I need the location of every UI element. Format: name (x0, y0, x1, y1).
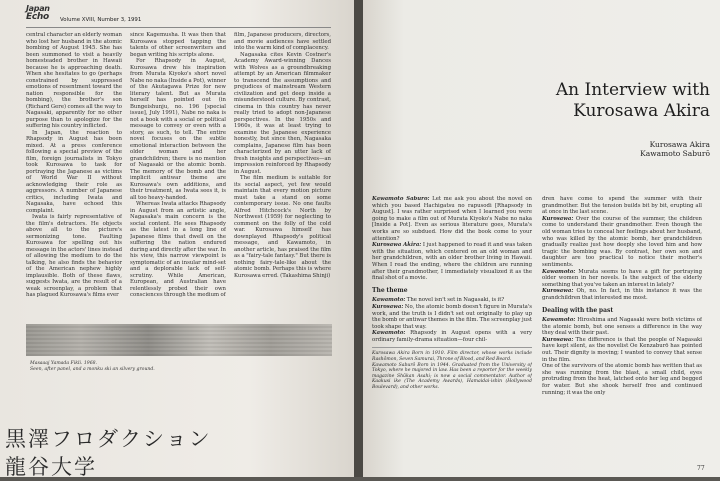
speaker-name: Kurosawa: (542, 215, 574, 222)
article-title: An Interview with Kurosawa Akira (555, 80, 710, 121)
section-heading: Dealing with the past (542, 306, 614, 314)
dialogue-paragraph (542, 216, 702, 269)
dialogue-text: One of the survivors of the atomic bomb has written that as she was running from the blast, a small child, eyes protruding from the heat, latched onto her leg and begged for water. But she shook herself free and continued running; it was the only (542, 363, 702, 396)
right-column-2 (542, 196, 702, 462)
dialogue-text: Oh, no. In fact, in this instance it was the grandchildren that interested me most. (542, 288, 702, 301)
paragraph: since Kagemusha. It was then that Kurosawa stopped tapping the talents of other screenwriters and began writing his scripts alone. (130, 32, 226, 58)
left-column-3 (234, 32, 331, 320)
left-column-1 (26, 32, 122, 320)
speaker-name: Kawamoto: (542, 317, 576, 324)
dialogue-text: Let me ask you about the novel on which you based Hachigatsu no rapusodi [Rhapsody in August]. I was rather surprised when I learned you were going to make a film out of Murata Kiyoko's Nabe no naka [Inside a Pot]. Even as serious literature goes, Murata's works are so subdued. How did the book come to your attention? (372, 196, 532, 242)
speaker-name: Kawamoto Saburō: (372, 196, 430, 202)
paragraph: For Rhapsody in August, Kurosawa drew his inspiration from Murata Kiyoko's short novel Nabe no naka (Inside a Pot), winner of the Akutagawa Prize for new literary talent. But as Murata herself has pointed out (in Bungeishunju, no. 196 [special issue], July 1991), Nabe no naka is not a book with a social or political message to convey or even with a story, as such, to tell. The entire novel focuses on the subtle emotional interaction between the older woman and her grandchildren; there is no mention of Nagasaki or the atomic bomb. The memory of the bomb and the implicit antiwar theme are Kurosawa's own additions, and their treatment, as Iwata sees it, is all too heavy-handed. (130, 58, 226, 201)
watermark-line-1: 黒澤フロダクション (5, 427, 212, 451)
dialogue-text: I just happened to read it and was taken with the situation, which centered on an old woman and her grandchildren, with an older brother living in Hawaii. When I read the ending, where the children are running after their grandmother, I immediately visualized it as the final shot of a movie. (372, 242, 532, 282)
speaker-name: Kurosawa Akira: (372, 242, 422, 249)
paragraph: film, Japanese producers, directors, and movie audiences have settled into the warm kind of complacency. (234, 32, 331, 51)
dialogue-paragraph (372, 304, 532, 330)
dialogue-paragraph (542, 288, 702, 301)
dialogue-text: Murata seems to have a gift for portraying older women in her novels. Is the subject of the elderly something that you've taken an interest in lately? (542, 268, 702, 288)
dialogue-paragraph (542, 337, 702, 363)
bio-rule (372, 347, 532, 348)
magazine-logo: Japan Echo (26, 4, 50, 22)
dialogue-text: The novel isn't set in Nagasaki, is it? (405, 297, 505, 304)
paragraph: Iwata is fairly representative of the film's detractors. He objects above all to the picture's sermonizing tone. Faulting Kurosawa for spelling out his message in the actors' lines instead of allowing the medium to do the talking, he also finds the behavior of the American nephew highly implausible. Both of these flaws, suggests Iwata, are the result of a weak screenplay, a problem that has plagued Kurosawa's films ever (26, 214, 122, 298)
dialogue-paragraph (542, 269, 702, 289)
section-heading: The theme (372, 286, 408, 294)
paragraph: Nagasaka cites Kevin Costner's Academy Award-winning Dances with Wolves as a groundbreaking attempt by an American filmmaker to transcend the assumptions and prejudices of mainstream Western civilization and get deep inside a misunderstood culture. By contrast, cinema in this country has never really tried to adopt non-Japanese perspectives. In the 1950s and 1960s, it was at least trying to examine the Japanese experience honestly, but since then, Nagasaka complains, Japanese film has been characterized by an utter lack of fresh insights and perspectives—an impression reinforced by Rhapsody in August. (234, 51, 331, 175)
header-rule (26, 27, 331, 28)
dialogue-paragraph (372, 242, 532, 282)
dialogue-text: The difference is that the people of Nagasaki have kept silent, as the novelist Oe Kenzaburō has pointed out. Their dignity is moving; I wanted to convey that sense in the film. (542, 336, 702, 363)
speaker-name: Kurosawa: (372, 303, 404, 310)
article-authors: Kurosawa Akira Kawamoto Saburō (640, 140, 710, 158)
photo-caption: Masaaaj Yamada Fikli. 1968. Seen, after panel, and a monku ski an silvery ground. (30, 361, 155, 372)
dialogue-paragraph (542, 196, 702, 216)
dialogue-paragraph (372, 297, 532, 304)
film-still-photo (26, 324, 332, 356)
book-gutter (354, 0, 363, 477)
paragraph: Whereas Iwata attacks Rhapsody in August from an artistic angle, Nagasaka's main concern is the social content. He sees Rhapsody as the latest in a long line of Japanese films that dwell on the suffering the nation endured during and directly after the war. In his view, this narrow viewpoint is symptomatic of an insular mind-set and a deplorable lack of self-scrutiny. While American, European, and Australian have relentlessly probed their own consciences through the medium of (130, 201, 226, 298)
left-column-2 (130, 32, 226, 320)
dialogue-text: Hiroshima and Nagasaki were both victims of the atomic bomb, but one senses a difference in the way they deal with their past. (542, 317, 702, 337)
paragraph: In Japan, the reaction to Rhapsody in August has been mixed. At a press conference following a special preview of the film, foreign journalists in Tokyo took Kurosawa to task for portraying the Japanese as victims of World War II without acknowledging their role as aggressors. A number of Japanese critics, including Iwata and Nagasaka, have echoed this complaint. (26, 129, 122, 214)
dialogue-paragraph (542, 363, 702, 396)
watermark-line-2: 龍谷大学 (5, 455, 97, 479)
dialogue-text: No, the atomic bomb doesn't figure in Murata's work, and the truth is I didn't set out originally to play up the bomb or antiwar themes in the film. The screenplay just took shape that way. (372, 303, 532, 330)
paragraph: central character an elderly woman who lost her husband in the atomic bombing of August 1945. She has been summoned to visit a heavily homesteaded brother in Hawaii because he is approaching death. When she hesitates to go (perhaps constrained by suppressed emotions of resentment toward the nation responsible for the bombing), the brother's son (Richard Gere) comes all the way to Nagasaki, apparently for no other purpose than to apologize for the suffering his country inflicted. (26, 32, 122, 129)
author-bio: Kawamoto Saburō Born in 1944. Graduated from the University of Tokyo, where he majored in law. Has been a reporter for the weekly magazine Shūkan Asahi; is now a social commentator. Author of Kaakusi ike (The Academy Awards), Hamaidai-ishin (Hollywood Boulevard), and other works. (372, 362, 532, 391)
speaker-name: Kurosawa: (542, 336, 574, 343)
page-number: 77 (697, 465, 705, 472)
dialogue-text: Over the course of the summer, the children come to understand their grandmother. Even though the old woman tries to conceal her feelings about her husband, who was killed by the atomic bomb, her grandchildren gradually realize just how deeply she loved him and how tragic the bombing was. By contrast, her own son and daughter are too practical to notice their mother's sentiments. (542, 215, 702, 268)
running-header (26, 5, 336, 29)
dialogue-text: dren have come to spend the summer with their grandmother. But the tension builds bit by bit, erupting all at once in the last scene. (542, 196, 702, 216)
author-bio: Kurosawa Akira Born in 1910. Film director, whose works include Rashōmon, Seven Samurai, Throne of Blood, and Red Beard. (372, 351, 532, 363)
speaker-name: Kawamoto: (372, 297, 406, 304)
dialogue-paragraph (542, 317, 702, 337)
dialogue-paragraph (372, 330, 532, 343)
dialogue-paragraph (372, 196, 532, 242)
dialogue-text: Rhapsody in August opens with a very ordinary family-drama situation—four chil- (372, 330, 532, 343)
volume-info: Volume XVIII, Number 3, 1991 (60, 17, 142, 23)
speaker-name: Kawamoto: (542, 268, 576, 275)
speaker-name: Kurosawa: (542, 288, 574, 295)
speaker-name: Kawamoto: (372, 330, 406, 337)
paragraph: The film medium is suitable for its social aspect, yet few would maintain that every motion picture must take a stand on some contemporary issue. No one faults Alfred Hitchcock's North by Northwest (1959) for neglecting to comment on the folly of the cold war. Kurosawa himself has downplayed Rhapsody's political message, and Kawamoto, in another article, has praised the film as a "fairy-tale fantasy." But there is nothing fairy-tale-like about the atomic bomb. Perhaps this is where Kurosawa erred. (Takashima Shinji) (234, 175, 331, 279)
right-column-1 (372, 196, 532, 458)
